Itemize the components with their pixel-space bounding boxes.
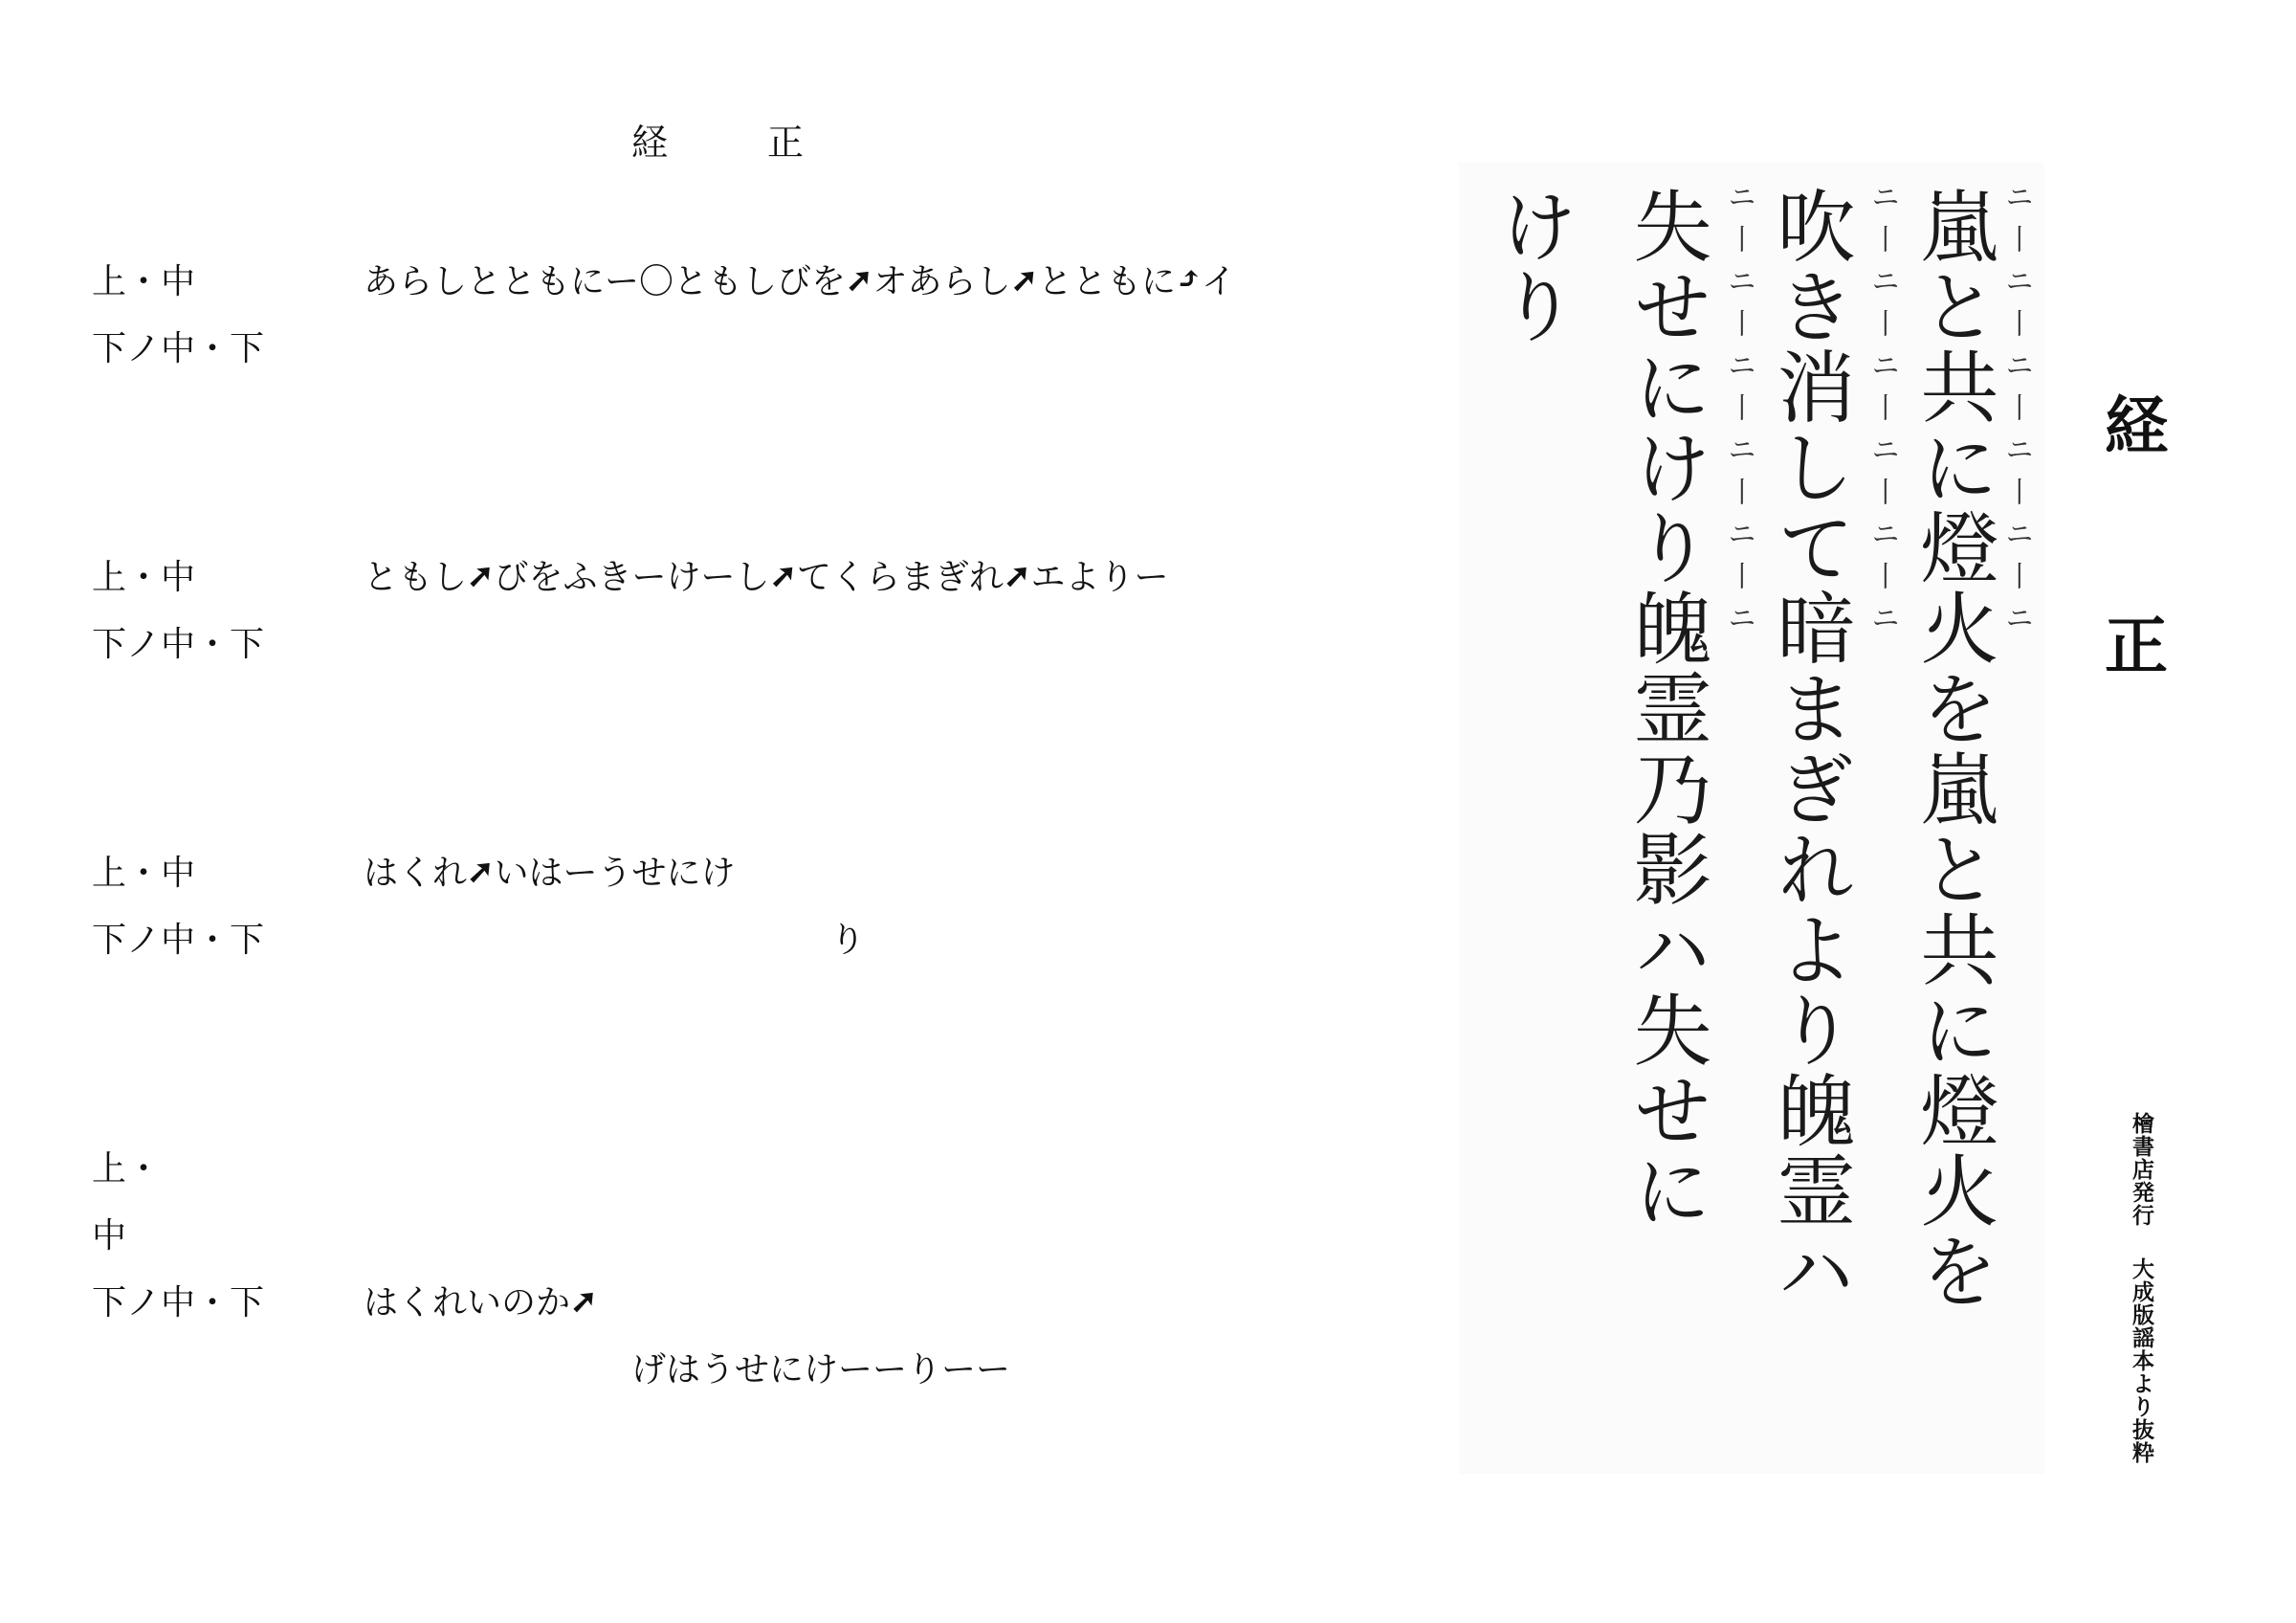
- chant-marks: ニ丨ニ丨ニ丨ニ丨ニ丨ニ: [1999, 182, 2033, 645]
- lyric-text: エよりー: [1030, 558, 1169, 597]
- voice-label-lower: 下ノ中・下: [92, 329, 265, 368]
- lyric-text: あらしとともにー〇ともしびを: [364, 262, 847, 301]
- lyric-text: はくれ: [364, 854, 468, 893]
- lyric-line: [364, 1276, 598, 1324]
- score-column-4: けり: [1487, 186, 1578, 346]
- title-left-char: 経: [631, 122, 669, 164]
- voice-label-upper: 上・中: [92, 262, 196, 301]
- lyric-text: オあらし: [872, 262, 1011, 301]
- lyric-text: はくれいのか: [364, 1283, 571, 1323]
- source-credit: [2128, 1112, 2154, 1464]
- pitch-hook-arrow-icon: ⤴: [1176, 260, 1202, 297]
- voice-label-lower: 下ノ中・下: [92, 921, 265, 960]
- voice-label-upper: 上・中: [92, 854, 196, 893]
- pitch-up-arrow-icon: ➚: [1004, 557, 1031, 595]
- lyric-text: イ: [1201, 262, 1236, 301]
- lyric-text: とともに: [1038, 262, 1177, 301]
- side-title-top: 経: [2105, 389, 2168, 463]
- voice-label-lower: 下ノ中・下: [92, 1283, 265, 1323]
- page-title: [631, 113, 804, 166]
- lyric-text: てくらまぎれ: [797, 558, 1004, 597]
- chant-marks: ニ丨ニ丨ニ丨ニ丨ニ丨ニ: [1866, 182, 1899, 645]
- lyric-text: げはうせにけーーりーー: [631, 1350, 1011, 1390]
- pitch-up-arrow-icon: ➚: [769, 557, 798, 595]
- scanned-score-image: [1459, 163, 2044, 1474]
- side-title-bottom: 正: [2105, 609, 2168, 683]
- publisher: 檜書店発行: [2129, 1112, 2154, 1227]
- pitch-up-arrow-icon: ➚: [467, 853, 495, 891]
- voice-label-middle: 中: [92, 1216, 127, 1256]
- score-column-1: 嵐と共に燈火を嵐と共に燈火を: [1908, 186, 1998, 1311]
- score-column-3: 失せにけり魄霊乃影ハ失せに: [1621, 186, 1711, 1231]
- pitch-up-arrow-icon: ➚: [846, 261, 873, 300]
- pitch-up-arrow-icon: ➚: [467, 557, 495, 595]
- score-column-2: 吹き消して暗まぎれより魄霊ハ: [1764, 186, 1855, 1311]
- voice-label-lower: 下ノ中・下: [92, 625, 265, 664]
- source-note: 大成版謡本より抜粋: [2129, 1257, 2154, 1464]
- chant-marks: ニ丨ニ丨ニ丨ニ丨ニ丨ニ: [1722, 182, 1755, 645]
- lyric-line: [364, 846, 736, 895]
- title-right-char: 正: [767, 122, 805, 164]
- pitch-up-arrow-icon: ➚: [570, 1282, 598, 1321]
- pitch-up-arrow-icon: ➚: [1010, 261, 1039, 300]
- voice-label-upper: 上・中: [92, 558, 196, 597]
- lyric-text: ともし: [364, 558, 468, 597]
- lyric-line: [364, 550, 1169, 599]
- lyric-text: り: [830, 921, 866, 960]
- voice-label-upper: 上・: [92, 1149, 162, 1189]
- lyric-text: びをふきーけーし: [494, 558, 770, 597]
- lyric-line: [364, 255, 1236, 303]
- lyric-text: いはーうせにけ: [494, 854, 736, 893]
